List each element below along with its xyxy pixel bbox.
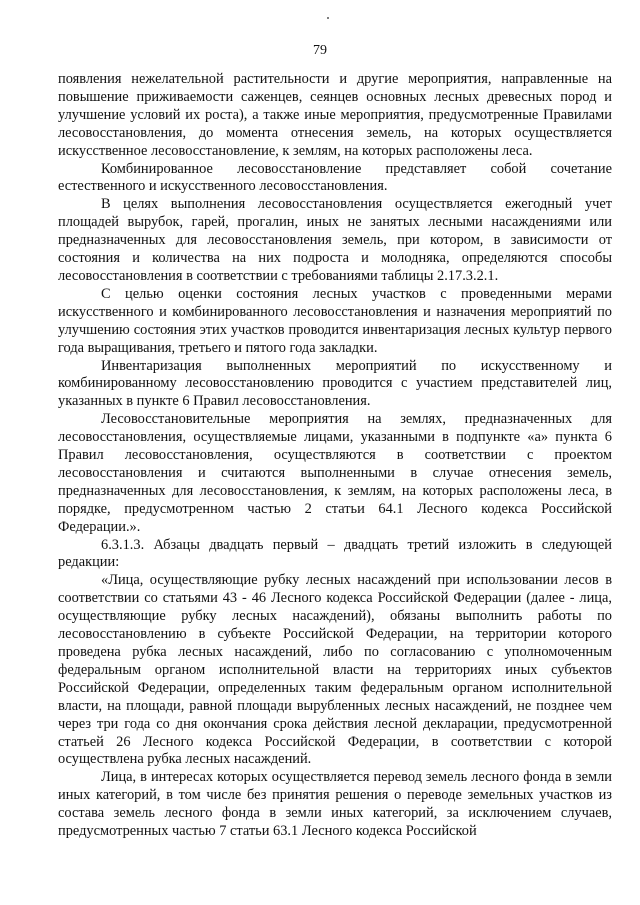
paragraph-continuation: появления нежелательной растительности и другие мероприятия, направленные на повышение приживаемости саженцев, сеянцев основных лесных древесных пород и улучшение условий их роста), а также иные мероприятия, предусмотренные Правилами лесовосстановления, до момента отнесения земель, на которых осуществляется искусственное лесовосстановление, к землям, на которых расположены леса.	[58, 71, 612, 159]
paragraph-land-transfer: Лица, в интересах которых осуществляется перевод земель лесного фонда в земли иных категорий, в том числе без принятия решения о переводе земельных участков из состава земель лесного фонда в земли иных категорий, за исключением случаев, предусмотренных частью 7 статьи 63.1 Лесного кодекса Российской	[58, 769, 612, 840]
document-body	[58, 71, 612, 841]
page-number: 79	[313, 43, 327, 58]
paragraph-combined-reforestation: Комбинированное лесовосстановление представляет собой сочетание естественного и искусственного лесовосстановления.	[58, 160, 612, 195]
paragraph-assessment: С целью оценки состояния лесных участков с проведенными мерами искусственного и комбинированного лесовосстановления и назначения мероприятий по улучшению состояния этих участков проводится инвентаризация лесных культур первого года выращивания, третьего и пятого года закладки.	[58, 285, 612, 356]
paragraph-section-6-3-1-3: 6.3.1.3. Абзацы двадцать первый – двадцать третий изложить в следующей редакции:	[58, 536, 612, 571]
paragraph-inventory: Инвентаризация выполненных мероприятий по искусственному и комбинированному лесовосстановлению проводится с участием представителей лиц, указанных в пункте 6 Правил лесовосстановления.	[58, 357, 612, 410]
scan-speck	[327, 17, 329, 19]
paragraph-annual-accounting: В целях выполнения лесовосстановления осуществляется ежегодный учет площадей вырубок, гарей, прогалин, иных не занятых лесными насаждениями или предназначенных для лесовосстановления земель, при котором, в зависимости от состояния и количества на них подроста и молодняка, определяются способы лесовосстановления в соответствии с требованиями таблицы 2.17.3.2.1.	[58, 196, 612, 284]
paragraph-logging-persons: «Лица, осуществляющие рубку лесных насаждений при использовании лесов в соответствии со статьями 43 - 46 Лесного кодекса Российской Федерации (далее - лица, осуществляющие рубку лесных насаждений), обязаны выполнить работы по лесовосстановлению в субъекте Российской Федерации, на территории которого проведена рубка лесных насаждений, либо по согласованию с уполномоченным федеральным органом исполнительной власти на территориях иных субъектов Российской Федерации, определенных таким федеральным органом исполнительной власти, на площади, равной площади вырубленных лесных насаждений, не позднее чем через три года со дня окончания срока действия лесной декларации, предусмотренной статьей 26 Лесного кодекса Российской Федерации, в соответствии с которой осуществлена рубка лесных насаждений.	[58, 572, 612, 768]
paragraph-reforestation-measures: Лесовосстановительные мероприятия на землях, предназначенных для лесовосстановления, осуществляемые лицами, указанными в подпункте «а» пункта 6 Правил лесовосстановления, осуществляются в соответствии с проектом лесовосстановления и считаются выполненными в случае отнесения земель, предназначенных для лесовосстановления, к землям, на которых расположены леса, в порядке, предусмотренном частью 2 статьи 64.1 Лесного кодекса Российской Федерации.».	[58, 411, 612, 535]
